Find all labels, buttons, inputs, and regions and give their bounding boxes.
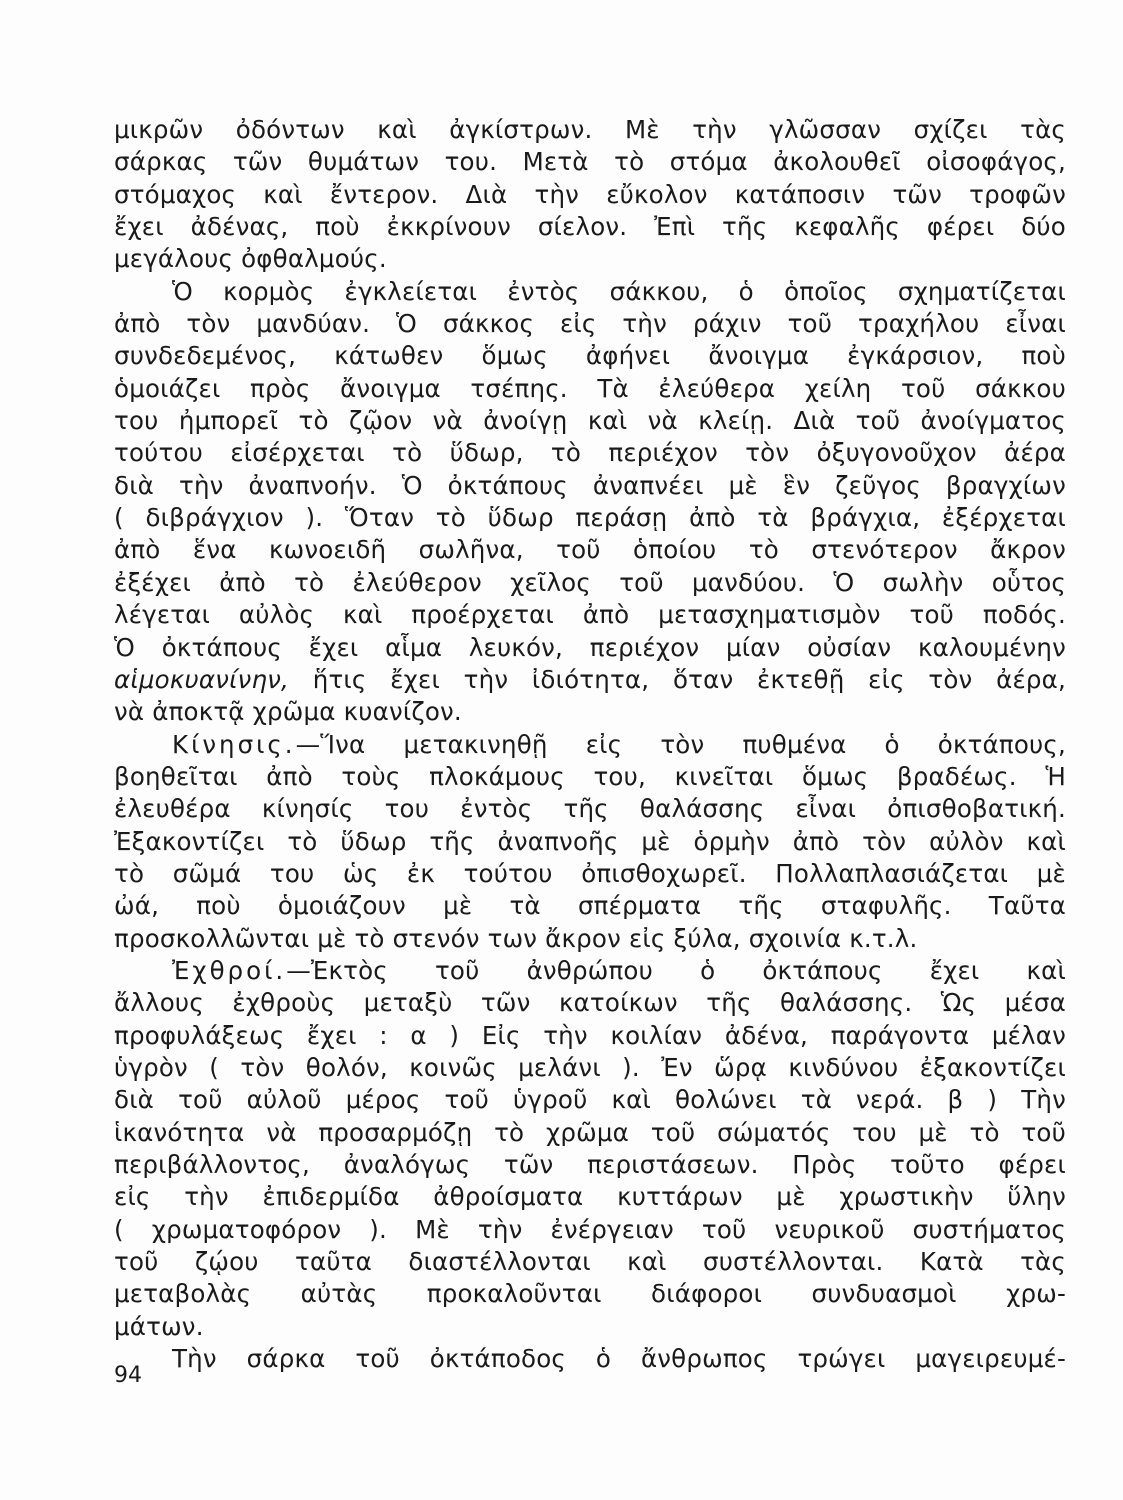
text-line bbox=[114, 276, 1066, 308]
text-line bbox=[114, 1117, 1066, 1149]
text-segment: ὑγρὸν ( τὸν θολόν, κοινῶς μελάνι ). Ἐν ὥρᾳ κινδύνου ἐξακοντίζει bbox=[114, 1052, 1066, 1082]
text-segment: ( χρωματοφόρον ). Μὲ τὴν ἐνέργειαν τοῦ νευρικοῦ συστήματος bbox=[114, 1214, 1066, 1244]
text-segment: στόμαχος καὶ ἔντερον. Διὰ τὴν εὔκολον κατάποσιν τῶν τροφῶν bbox=[114, 179, 1066, 209]
text-line bbox=[114, 955, 1066, 987]
text-line bbox=[114, 1311, 1066, 1343]
text-segment: —Ἐκτὸς τοῦ ἀνθρώπου ὁ ὀκτάπους ἔχει καὶ bbox=[286, 955, 1066, 985]
italic-term: αἱμοκυανίνην, bbox=[114, 664, 290, 694]
text-line bbox=[114, 534, 1066, 566]
text-segment: τοῦ ζῴου ταῦτα διαστέλλονται καὶ συστέλλονται. Κατὰ τὰς bbox=[114, 1247, 1066, 1277]
text-segment: —Ἵνα μετακινηθῇ εἰς τὸν πυθμένα ὁ ὀκτάπους, bbox=[295, 729, 1066, 759]
text-segment: ἔχει ἀδένας, ποὺ ἐκκρίνουν σίελον. Ἐπὶ τῆς κεφαλῆς φέρει δύο bbox=[114, 212, 1066, 242]
text-line bbox=[114, 1246, 1066, 1278]
text-line bbox=[114, 211, 1066, 243]
text-line bbox=[114, 146, 1066, 178]
text-line bbox=[114, 502, 1066, 534]
text-segment: προφυλάξεως ἔχει : α ) Εἰς τὴν κοιλίαν ἀδένα, παράγοντα μέλαν bbox=[114, 1020, 1066, 1050]
text-line bbox=[114, 632, 1066, 664]
text-segment: διὰ τὴν ἀναπνοήν. Ὁ ὀκτάπους ἀναπνέει μὲ ἓν ζεῦγος βραγχίων bbox=[114, 470, 1066, 500]
text-segment: προσκολλῶνται μὲ τὸ στενόν των ἄκρον εἰς ξύλα, σχοινία κ.τ.λ. bbox=[114, 923, 918, 953]
text-segment: Ἐξακοντίζει τὸ ὕδωρ τῆς ἀναπνοῆς μὲ ὁρμὴν ἀπὸ τὸν αὐλὸν καὶ bbox=[114, 826, 1066, 856]
text-line bbox=[114, 761, 1066, 793]
text-segment: νὰ ἀποκτᾷ χρῶμα κυανίζον. bbox=[114, 697, 462, 727]
text-segment: μάτων. bbox=[114, 1311, 204, 1341]
section-heading: Κίνησις. bbox=[172, 729, 296, 759]
page-number: 94 bbox=[114, 1363, 142, 1388]
text-line bbox=[114, 923, 1066, 955]
section-heading: Ἐχθροί. bbox=[172, 955, 287, 985]
text-segment: ἀπὸ ἕνα κωνοειδῆ σωλῆνα, τοῦ ὁποίου τὸ στενότερον ἄκρον bbox=[114, 535, 1066, 565]
text-line bbox=[114, 890, 1066, 922]
text-segment: ἐξέχει ἀπὸ τὸ ἐλεύθερον χεῖλος τοῦ μανδύου. Ὁ σωλὴν οὗτος bbox=[114, 567, 1066, 597]
text-segment: ἄλλους ἐχθροὺς μεταξὺ τῶν κατοίκων τῆς θαλάσσης. Ὡς μέσα bbox=[114, 988, 1066, 1018]
text-line bbox=[114, 179, 1066, 211]
text-segment: τούτου εἰσέρχεται τὸ ὕδωρ, τὸ περιέχον τὸν ὀξυγονοῦχον ἀέρα bbox=[114, 438, 1066, 468]
text-segment: Ὁ ὀκτάπους ἔχει αἷμα λευκόν, περιέχον μίαν οὐσίαν καλουμένην bbox=[114, 632, 1066, 662]
text-line bbox=[114, 567, 1066, 599]
text-segment: μεταβολὰς αὐτὰς προκαλοῦνται διάφοροι συνδυασμοὶ χρω- bbox=[114, 1279, 1066, 1309]
text-line bbox=[114, 405, 1066, 437]
text-line bbox=[114, 987, 1066, 1019]
text-line bbox=[114, 1278, 1066, 1310]
text-line bbox=[114, 243, 1066, 275]
text-segment: ἱκανότητα νὰ προσαρμόζῃ τὸ χρῶμα τοῦ σώματός του μὲ τὸ τοῦ bbox=[114, 1117, 1066, 1147]
text-segment: συνδεδεμένος, κάτωθεν ὅμως ἀφήνει ἄνοιγμα ἐγκάρσιον, ποὺ bbox=[114, 341, 1066, 371]
text-line bbox=[114, 114, 1066, 146]
text-line bbox=[114, 470, 1066, 502]
text-line bbox=[114, 308, 1066, 340]
text-segment: ἥτις ἔχει τὴν ἰδιότητα, ὅταν ἐκτεθῇ εἰς τὸν ἀέρα, bbox=[289, 664, 1066, 694]
text-segment: Τὴν σάρκα τοῦ ὀκτάποδος ὁ ἄνθρωπος τρώγει μαγειρευμέ- bbox=[172, 1344, 1066, 1374]
text-segment: σάρκας τῶν θυμάτων του. Μετὰ τὸ στόμα ἀκολουθεῖ οἰσοφάγος, bbox=[114, 147, 1066, 177]
text-line bbox=[114, 696, 1066, 728]
text-segment: ( διβράγχιον ). Ὅταν τὸ ὕδωρ περάσῃ ἀπὸ τὰ βράγχια, ἐξέρχεται bbox=[114, 503, 1066, 533]
text-segment: βοηθεῖται ἀπὸ τοὺς πλοκάμους του, κινεῖται ὅμως βραδέως. Ἡ bbox=[114, 761, 1066, 791]
text-line bbox=[114, 1181, 1066, 1213]
text-segment: τὸ σῶμά του ὡς ἐκ τούτου ὀπισθοχωρεῖ. Πολλαπλασιάζεται μὲ bbox=[114, 858, 1066, 888]
text-line bbox=[114, 793, 1066, 825]
text-line bbox=[114, 1020, 1066, 1052]
text-line bbox=[114, 373, 1066, 405]
text-line bbox=[114, 826, 1066, 858]
text-line bbox=[114, 1214, 1066, 1246]
text-segment: του ἠμπορεῖ τὸ ζῷον νὰ ἀνοίγῃ καὶ νὰ κλείῃ. Διὰ τοῦ ἀνοίγματος bbox=[114, 406, 1066, 436]
text-segment: περιβάλλοντος, ἀναλόγως τῶν περιστάσεων. Πρὸς τοῦτο φέρει bbox=[114, 1150, 1066, 1179]
text-segment: λέγεται αὐλὸς καὶ προέρχεται ἀπὸ μετασχηματισμὸν τοῦ ποδός. bbox=[114, 600, 1066, 630]
text-line bbox=[114, 340, 1066, 372]
text-line bbox=[114, 437, 1066, 469]
text-segment: Ὁ κορμὸς ἐγκλείεται ἐντὸς σάκκου, ὁ ὁποῖος σχηματίζεται bbox=[172, 276, 1066, 306]
text-segment: μικρῶν ὀδόντων καὶ ἀγκίστρων. Μὲ τὴν γλῶσσαν σχίζει τὰς bbox=[114, 115, 1066, 144]
text-line bbox=[114, 599, 1066, 631]
text-segment: διὰ τοῦ αὐλοῦ μέρος τοῦ ὑγροῦ καὶ θολώνει τὰ νερά. β ) Τὴν bbox=[114, 1085, 1066, 1115]
text-segment: εἰς τὴν ἐπιδερμίδα ἀθροίσματα κυττάρων μὲ χρωστικὴν ὕλην bbox=[114, 1182, 1066, 1212]
text-line bbox=[114, 1052, 1066, 1084]
text-line bbox=[114, 1149, 1066, 1181]
text-line bbox=[114, 729, 1066, 761]
text-line bbox=[114, 1343, 1066, 1375]
text-segment: ὠά, ποὺ ὁμοιάζουν μὲ τὰ σπέρματα τῆς σταφυλῆς. Ταῦτα bbox=[114, 891, 1066, 921]
text-segment: μεγάλους ὀφθαλμούς. bbox=[114, 244, 387, 274]
text-segment: ἀπὸ τὸν μανδύαν. Ὁ σάκκος εἰς τὴν ράχιν τοῦ τραχήλου εἶναι bbox=[114, 309, 1066, 339]
body-text bbox=[114, 114, 1066, 1375]
text-line bbox=[114, 664, 1066, 696]
text-segment: ὁμοιάζει πρὸς ἄνοιγμα τσέπης. Τὰ ἐλεύθερα χείλη τοῦ σάκκου bbox=[114, 373, 1066, 403]
text-line bbox=[114, 1084, 1066, 1116]
text-line bbox=[114, 858, 1066, 890]
text-segment: ἐλευθέρα κίνησίς του ἐντὸς τῆς θαλάσσης εἶναι ὀπισθοβατική. bbox=[114, 794, 1066, 824]
